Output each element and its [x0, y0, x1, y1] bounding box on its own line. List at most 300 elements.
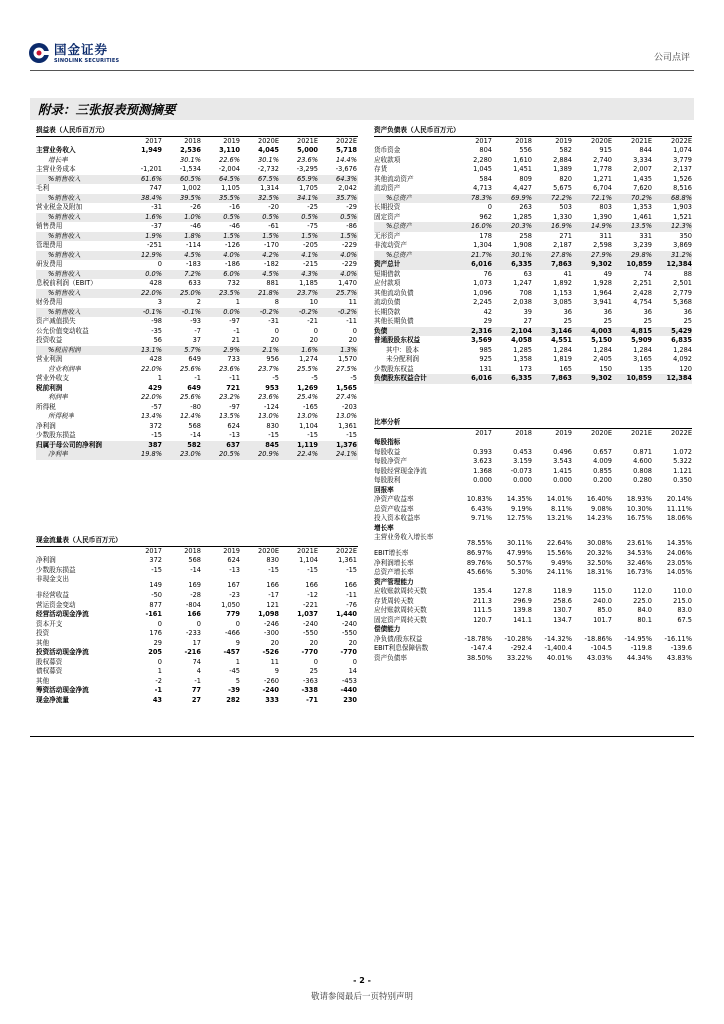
cell-value: 173: [519, 364, 532, 373]
cell-value: 803: [599, 203, 612, 211]
cell-value: 64.5%: [219, 174, 240, 183]
ratio-analysis-table: [374, 418, 692, 663]
cell-value: 0.5%: [340, 212, 357, 221]
cell-value: 568: [188, 556, 201, 564]
cell-value: -28: [190, 591, 201, 599]
cell-value: 134.7: [553, 615, 572, 624]
cell-value: 733: [227, 355, 240, 363]
row-label: 每股收益: [374, 447, 401, 456]
cell-value: 166: [305, 581, 318, 589]
cell-value: 20: [270, 336, 279, 344]
cell-value: 1,470: [338, 279, 357, 287]
cell-value: 1,185: [299, 279, 318, 287]
cell-value: 36: [563, 307, 572, 316]
cell-value: 4: [196, 667, 201, 675]
cell-value: 0: [235, 619, 240, 628]
cell-value: 5.30%: [511, 568, 532, 576]
cell-value: 5.7%: [184, 345, 201, 354]
cell-value: -215: [303, 260, 318, 268]
cell-value: -126: [225, 241, 240, 249]
appendix-title: 附录：三张报表预测摘要: [38, 102, 176, 117]
table-row: [374, 654, 692, 664]
cell-value: 120: [679, 364, 692, 373]
cell-value: 25: [683, 317, 692, 325]
cell-value: 20.9%: [258, 450, 279, 458]
row-label: 流动资产: [374, 184, 401, 192]
cell-value: 25: [563, 317, 572, 325]
cell-value: 3,110: [219, 146, 240, 154]
cell-value: -0.2%: [337, 307, 357, 316]
cell-value: 1.3%: [340, 345, 357, 354]
row-label: 资产负债率: [374, 653, 407, 662]
cell-value: 11: [348, 298, 357, 306]
cell-value: -203: [342, 402, 357, 411]
table-row: [374, 616, 692, 626]
cell-value: 6,335: [511, 260, 532, 268]
cell-value: 74: [192, 657, 201, 666]
cell-value: 4,058: [511, 336, 532, 344]
year-header: 2018: [515, 428, 532, 437]
row-label: 非经营收益: [36, 591, 69, 599]
table-row: [36, 393, 358, 403]
cell-value: -7: [194, 326, 201, 335]
cell-value: -221: [303, 600, 318, 609]
cell-value: 166: [266, 581, 279, 589]
year-header: 2022E: [671, 136, 692, 145]
cell-value: 747: [149, 184, 162, 192]
table-row: [36, 222, 358, 232]
cell-value: 633: [188, 279, 201, 287]
cell-value: 14.35%: [506, 495, 532, 503]
cell-value: 130.7: [553, 606, 572, 614]
cell-value: 1,903: [673, 203, 692, 211]
table-title: 资产负债表（人民币百万元）: [374, 126, 460, 134]
cell-value: 5: [235, 676, 240, 685]
row-label: 净负债/股东权益: [374, 634, 423, 643]
table-row: [374, 222, 692, 232]
table-row: [36, 146, 358, 156]
cell-value: 12.4%: [180, 412, 201, 420]
cell-value: 1,314: [260, 184, 279, 192]
cell-value: 12.75%: [506, 514, 532, 522]
cell-value: -86: [346, 222, 357, 230]
cell-value: 23.6%: [219, 364, 240, 373]
cell-value: 1,521: [673, 212, 692, 221]
cell-value: 1,928: [593, 279, 612, 287]
group-header: 资产管理能力: [374, 577, 414, 586]
group-header: 增长率: [374, 523, 394, 532]
cell-value: 3.159: [513, 457, 532, 465]
row-label: 其他长期负债: [374, 317, 414, 325]
cell-value: 637: [226, 440, 240, 449]
cell-value: 20: [348, 336, 357, 344]
cell-value: 80.1: [637, 615, 652, 624]
table-row: [36, 203, 358, 213]
cell-value: 0.350: [673, 476, 692, 484]
cell-value: 22.0%: [141, 364, 162, 373]
cell-value: 4,045: [258, 146, 279, 154]
cell-value: 25: [309, 667, 318, 675]
table-row: [374, 146, 692, 156]
cell-value: 779: [226, 610, 240, 618]
table-row: [36, 336, 358, 346]
cell-value: -25: [307, 203, 318, 211]
cell-value: 120.7: [473, 615, 492, 624]
row-label: 主营业务收入增长率: [374, 533, 434, 541]
cell-value: -338: [301, 686, 318, 694]
cell-value: -104.5: [590, 644, 612, 652]
cell-value: 4.5%: [262, 269, 279, 278]
cell-value: 10.83%: [466, 495, 492, 503]
row-label: 其他: [36, 638, 50, 647]
cell-value: 0: [313, 657, 318, 666]
cell-value: -10.28%: [504, 634, 532, 643]
cell-value: -770: [340, 648, 357, 656]
cell-value: 2,104: [511, 326, 532, 335]
table-row: [374, 533, 692, 549]
cell-value: 6,016: [471, 260, 492, 268]
row-label: 营业利润率: [48, 364, 81, 373]
cell-value: 23.7%: [258, 364, 279, 373]
cell-value: 78.3%: [471, 193, 492, 202]
table-row: [36, 648, 358, 658]
cell-value: 15.56%: [546, 549, 572, 557]
cell-value: 101.7: [593, 615, 612, 624]
cell-value: -165: [303, 402, 318, 411]
cell-value: 56: [153, 336, 162, 344]
cell-value: 0.000: [473, 476, 492, 484]
footer-disclaimer: 敬请参阅最后一页特别声明: [310, 992, 413, 1002]
cell-value: 582: [559, 146, 572, 154]
cell-value: -5: [350, 374, 357, 382]
cell-value: 2,598: [593, 241, 612, 249]
cell-value: -15: [346, 431, 357, 439]
cell-value: 33.22%: [506, 653, 532, 662]
row-label: 普通股股东权益: [374, 336, 421, 344]
cell-value: 7,863: [551, 260, 572, 268]
cell-value: 2,187: [553, 241, 572, 249]
row-label: %销售收入: [48, 231, 81, 240]
cell-value: 23.2%: [219, 393, 240, 401]
cell-value: 1,705: [299, 184, 318, 192]
cell-value: 3: [157, 298, 162, 306]
cell-value: 4,815: [631, 326, 652, 335]
table-row: [36, 629, 358, 639]
cell-value: 1,778: [593, 165, 612, 173]
cell-value: 0.5%: [301, 212, 318, 221]
table-row: [374, 270, 692, 280]
cell-value: 881: [266, 279, 279, 287]
cell-value: 2,501: [673, 279, 692, 287]
cell-value: 4.0%: [340, 250, 357, 259]
cell-value: 1.072: [673, 447, 692, 456]
cell-value: 42: [483, 307, 492, 316]
row-label: 应付账款周转天数: [374, 606, 427, 614]
cell-value: 1,908: [513, 241, 532, 249]
row-label: %销售收入: [48, 250, 81, 259]
cell-value: -1: [194, 676, 201, 685]
row-label: 净利润增长率: [374, 558, 414, 567]
row-label: %销售收入: [48, 212, 81, 221]
row-label: 税前利润: [36, 383, 63, 392]
cell-value: -15: [307, 565, 318, 574]
cell-value: 556: [519, 146, 532, 154]
table-row: [36, 232, 358, 242]
cell-value: -13: [229, 431, 240, 439]
cell-value: 25.5%: [297, 364, 318, 373]
cell-value: 1.368: [473, 466, 492, 475]
cell-value: 211.3: [473, 596, 492, 605]
cell-value: -440: [340, 686, 357, 694]
cell-value: 503: [559, 203, 572, 211]
cell-value: 4,551: [551, 336, 572, 344]
cell-value: 32.5%: [258, 193, 279, 202]
cell-value: -35: [151, 326, 162, 335]
cell-value: 166: [344, 581, 357, 589]
cell-value: 30.11%: [506, 539, 532, 547]
cell-value: 20.3%: [511, 222, 532, 230]
cell-value: -46: [190, 222, 201, 230]
cell-value: 721: [226, 383, 240, 392]
row-label: 净利润: [36, 421, 56, 430]
cell-value: 0.855: [593, 466, 612, 475]
cell-value: 1,274: [299, 355, 318, 363]
row-label: 现金净流量: [36, 695, 69, 704]
cell-value: -98: [151, 317, 162, 325]
row-label: 总资产增长率: [374, 568, 414, 576]
cell-value: 25: [643, 317, 652, 325]
row-label: 负债: [374, 326, 388, 335]
table-row: [36, 327, 358, 337]
table-row: [36, 575, 358, 591]
table-row: [374, 156, 692, 166]
year-header: 2020E: [258, 136, 279, 145]
cell-value: 0.496: [553, 447, 572, 456]
row-label: 研发费用: [36, 260, 63, 268]
row-label: 短期借款: [374, 269, 401, 278]
row-label: 销售费用: [36, 222, 63, 230]
cell-value: 31.2%: [671, 250, 692, 259]
cell-value: -18.86%: [584, 634, 612, 643]
cell-value: 35.7%: [336, 193, 357, 202]
cell-value: 13.4%: [141, 412, 162, 420]
cell-value: 39.5%: [180, 193, 201, 202]
row-label: 其他: [36, 676, 50, 685]
cell-value: 14.01%: [546, 495, 572, 503]
cell-value: 13.0%: [297, 412, 318, 420]
table-row: [36, 298, 358, 308]
cell-value: -770: [301, 648, 318, 656]
cell-value: -14: [190, 431, 201, 439]
cell-value: 2: [196, 298, 201, 306]
cell-value: 0.0%: [145, 269, 162, 278]
cell-value: -0.1%: [142, 307, 162, 316]
cell-value: 24.06%: [666, 549, 692, 557]
cell-value: 584: [479, 174, 492, 183]
cell-value: 429: [148, 383, 162, 392]
cell-value: -216: [184, 648, 201, 656]
cell-value: 4,754: [633, 298, 652, 306]
cell-value: 176: [149, 629, 162, 637]
cell-value: -15: [151, 565, 162, 574]
cell-value: -205: [303, 241, 318, 249]
table-row: [374, 203, 692, 213]
cell-value: 2,316: [471, 326, 492, 335]
cell-value: 0: [157, 260, 162, 268]
cell-value: 0: [352, 326, 357, 335]
cell-value: 0: [196, 619, 201, 628]
row-label: 货币资金: [374, 146, 401, 154]
cell-value: -0.073: [510, 466, 532, 475]
row-label: 投资收益: [36, 336, 63, 344]
cell-value: -31: [268, 317, 279, 325]
table-row: [374, 232, 692, 242]
row-label: 管理费用: [36, 241, 63, 249]
cell-value: -251: [147, 241, 162, 249]
cell-value: -97: [229, 317, 240, 325]
cell-value: -14.32%: [544, 634, 572, 643]
cell-value: 844: [639, 146, 652, 154]
cell-value: 1,104: [299, 556, 318, 564]
table-row: [374, 644, 692, 654]
row-label: 投资活动现金净流: [36, 648, 89, 656]
table-row: [374, 505, 692, 515]
row-label: 所得税率: [48, 412, 75, 420]
cell-value: 20: [270, 638, 279, 647]
cell-value: 1,096: [473, 288, 492, 297]
cell-value: -57: [151, 402, 162, 411]
cell-value: 4.600: [633, 457, 652, 465]
row-label: 归属于母公司的净利润: [36, 440, 102, 449]
document-type: 公司点评: [653, 53, 690, 63]
row-label: 净资产收益率: [374, 495, 414, 503]
cell-value: 4.3%: [301, 269, 318, 278]
cell-value: 2.1%: [262, 345, 279, 354]
cell-value: -11: [346, 591, 357, 599]
cell-value: 925: [479, 355, 492, 363]
cell-value: 5,000: [297, 146, 318, 154]
cell-value: 962: [479, 212, 492, 221]
cell-value: 40.01%: [546, 653, 572, 662]
year-header: 2019: [555, 428, 572, 437]
cell-value: 1,285: [513, 345, 532, 354]
cell-value: 78.55%: [466, 539, 492, 547]
cell-value: 428: [149, 279, 162, 287]
cell-value: -93: [190, 317, 201, 325]
cell-value: 150: [599, 364, 612, 373]
cell-value: 1.5%: [223, 231, 240, 240]
cell-value: -39: [228, 686, 240, 694]
table-row: [374, 635, 692, 645]
cell-value: -17: [268, 591, 279, 599]
cell-value: 69.9%: [511, 193, 532, 202]
cell-value: 77: [191, 686, 201, 694]
cell-value: -14.95%: [624, 634, 652, 643]
company-name-cn: 国金证券: [54, 42, 109, 57]
row-label: 存货周转天数: [374, 596, 414, 605]
cell-value: -23: [229, 591, 240, 599]
cell-value: -292.4: [510, 644, 532, 652]
cell-value: 67.5%: [258, 174, 279, 183]
cell-value: 1: [235, 657, 240, 666]
cell-value: -15: [346, 565, 357, 574]
table-row: [36, 374, 358, 384]
year-header: 2017: [145, 546, 162, 555]
cell-value: 1,440: [336, 610, 357, 618]
row-label: 非流动资产: [374, 241, 407, 249]
table-row: [36, 365, 358, 375]
row-label: 存货: [374, 165, 388, 173]
table-title: 现金流量表（人民币百万元）: [36, 536, 122, 544]
cell-value: 6.0%: [223, 269, 240, 278]
row-label: %销售收入: [48, 174, 81, 183]
cell-value: -170: [264, 241, 279, 249]
cell-value: 205: [148, 648, 162, 656]
row-label: 固定资产: [374, 212, 401, 221]
cell-value: 10.30%: [626, 504, 652, 513]
row-label: 长期贷款: [374, 307, 401, 316]
cell-value: 1.121: [673, 466, 692, 475]
cell-value: 14: [348, 667, 357, 675]
cell-value: 5,429: [671, 326, 692, 335]
cell-value: 3,146: [551, 326, 572, 335]
row-label: 主营业务成本: [36, 165, 76, 173]
cell-value: 178: [479, 231, 492, 240]
cell-value: 88: [683, 269, 692, 278]
table-row: [36, 450, 358, 460]
cell-value: -80: [190, 402, 201, 411]
cell-value: 36: [603, 307, 612, 316]
cell-value: 350: [679, 231, 692, 240]
cell-value: 1,271: [593, 174, 612, 183]
cell-value: 428: [149, 355, 162, 363]
table-row: [374, 194, 692, 204]
cell-value: 4,092: [673, 355, 692, 363]
table-row: [374, 336, 692, 346]
row-label: 主营业务收入: [36, 146, 76, 154]
cell-value: 14.05%: [666, 568, 692, 576]
cell-value: -16: [229, 203, 240, 211]
cell-value: 1,153: [553, 288, 572, 297]
row-label: 总资产收益率: [374, 504, 414, 513]
cell-value: 1,964: [593, 288, 612, 297]
cell-value: 121: [266, 600, 279, 609]
cell-value: 1,435: [633, 174, 652, 183]
cell-value: 877: [149, 600, 162, 609]
cell-value: 32.46%: [626, 558, 652, 567]
row-label: 投入资本收益率: [374, 514, 421, 522]
cell-value: 47.99%: [506, 549, 532, 557]
cell-value: 3,941: [593, 298, 612, 306]
row-label: 毛利: [36, 184, 50, 192]
cell-value: 135: [639, 364, 652, 373]
cell-value: 3,869: [673, 241, 692, 249]
cell-value: -26: [190, 203, 201, 211]
row-label: 少数股东损益: [36, 565, 76, 574]
cell-value: 20: [348, 638, 357, 647]
cell-value: 65.9%: [297, 174, 318, 183]
cell-value: -15: [268, 431, 279, 439]
table-row: [36, 279, 358, 289]
cell-value: 43.03%: [586, 653, 612, 662]
cell-value: -15: [151, 431, 162, 439]
cell-value: 6,016: [471, 374, 492, 382]
cell-value: 5,909: [631, 336, 652, 344]
year-header: 2019: [223, 546, 240, 555]
row-label: 资本开支: [36, 619, 63, 628]
table-row: [374, 559, 692, 569]
cell-value: -71: [306, 695, 318, 704]
